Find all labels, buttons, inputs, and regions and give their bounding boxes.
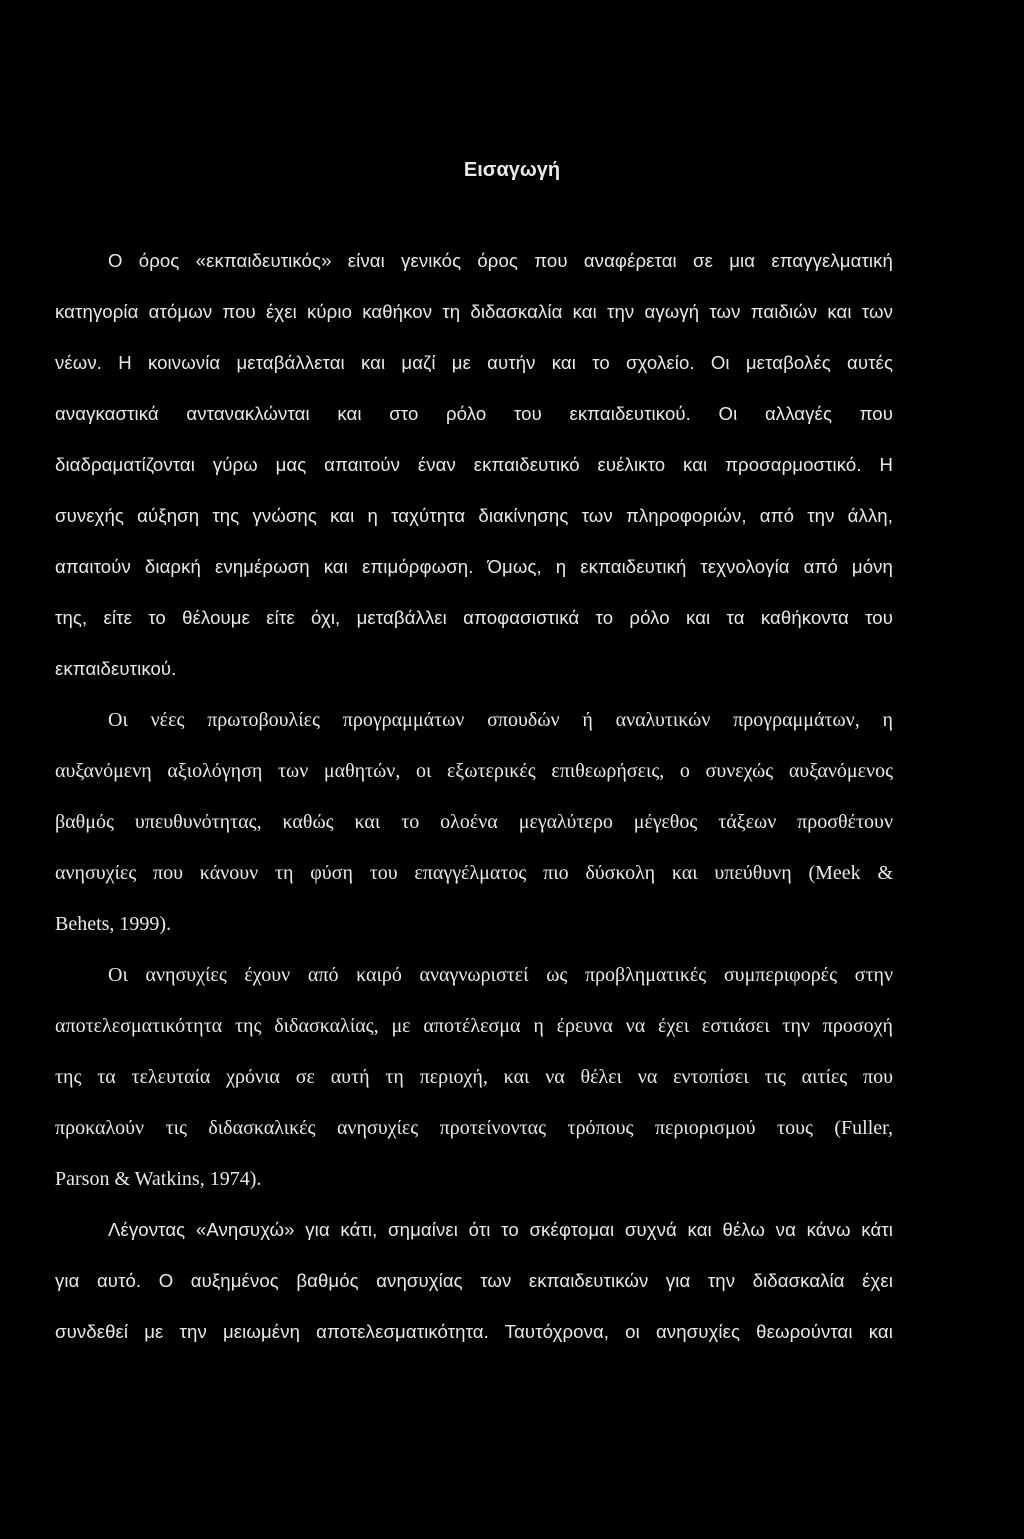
- text-line: Οι νέες πρωτοβουλίες προγραμμάτων σπουδών ή αναλυτικών προγραμμάτων, η: [108, 709, 893, 731]
- text-line: Ο όρος «εκπαιδευτικός» είναι γενικός όρος που αναφέρεται σε μια επαγγελματική: [108, 250, 893, 271]
- text-line: διαδραματίζονται γύρω μας απαιτούν έναν εκπαιδευτικό ευέλικτο και προσαρμοστικό. Η: [55, 454, 893, 475]
- text-line: απαιτούν διαρκή ενημέρωση και επιμόρφωση. Όμως, η εκπαιδευτική τεχνολογία από μόνη: [55, 556, 893, 577]
- text-line: κατηγορία ατόμων που έχει κύριο καθήκον τη διδασκαλία και την αγωγή των παιδιών και των: [55, 301, 893, 322]
- text-line: συνδεθεί με την μειωμένη αποτελεσματικότητα. Ταυτόχρονα, οι ανησυχίες θεωρούνται και: [55, 1321, 893, 1342]
- text-line: Behets, 1999).: [55, 913, 172, 935]
- text-line: της, είτε το θέλουμε είτε όχι, μεταβάλλει αποφασιστικά το ρόλο και τα καθήκοντα του: [55, 607, 893, 628]
- text-line: ανησυχίες που κάνουν τη φύση του επαγγέλματος πιο δύσκολη και υπεύθυνη (Meek &: [55, 862, 893, 884]
- text-line: για αυτό. Ο αυξημένος βαθμός ανησυχίας των εκπαιδευτικών για την διδασκαλία έχει: [55, 1270, 893, 1291]
- text-line: προκαλούν τις διδασκαλικές ανησυχίες προτείνοντας τρόπους περιορισμού τους (Fuller,: [55, 1117, 893, 1139]
- text-line: αυξανόμενη αξιολόγηση των μαθητών, οι εξωτερικές επιθεωρήσεις, ο συνεχώς αυξανόμενος: [55, 760, 893, 782]
- text-line: της τα τελευταία χρόνια σε αυτή τη περιοχή, και να θέλει να εντοπίσει τις αιτίες που: [55, 1066, 893, 1088]
- text-line: νέων. Η κοινωνία μεταβάλλεται και μαζί με αυτήν και το σχολείο. Οι μεταβολές αυτές: [55, 352, 893, 373]
- page-title: Εισαγωγή: [463, 159, 561, 181]
- text-line: βαθμός υπευθυνότητας, καθώς και το ολοένα μεγαλύτερο μέγεθος τάξεων προσθέτουν: [55, 811, 893, 833]
- text-line: εκπαιδευτικού.: [55, 658, 177, 679]
- text-line: αποτελεσματικότητα της διδασκαλίας, με αποτέλεσμα η έρευνα να έχει εστιάσει την προσοχή: [55, 1015, 893, 1037]
- text-line: Λέγοντας «Ανησυχώ» για κάτι, σημαίνει ότι το σκέφτομαι συχνά και θέλω να κάνω κάτι: [108, 1219, 893, 1240]
- text-line: Οι ανησυχίες έχουν από καιρό αναγνωριστεί ως προβληματικές συμπεριφορές στην: [108, 964, 893, 986]
- text-line: Parson & Watkins, 1974).: [55, 1168, 262, 1190]
- text-line: συνεχής αύξηση της γνώσης και η ταχύτητα διακίνησης των πληροφοριών, από την άλλη,: [55, 505, 893, 526]
- text-line: αναγκαστικά αντανακλώνται και στο ρόλο του εκπαιδευτικού. Οι αλλαγές που: [55, 403, 893, 424]
